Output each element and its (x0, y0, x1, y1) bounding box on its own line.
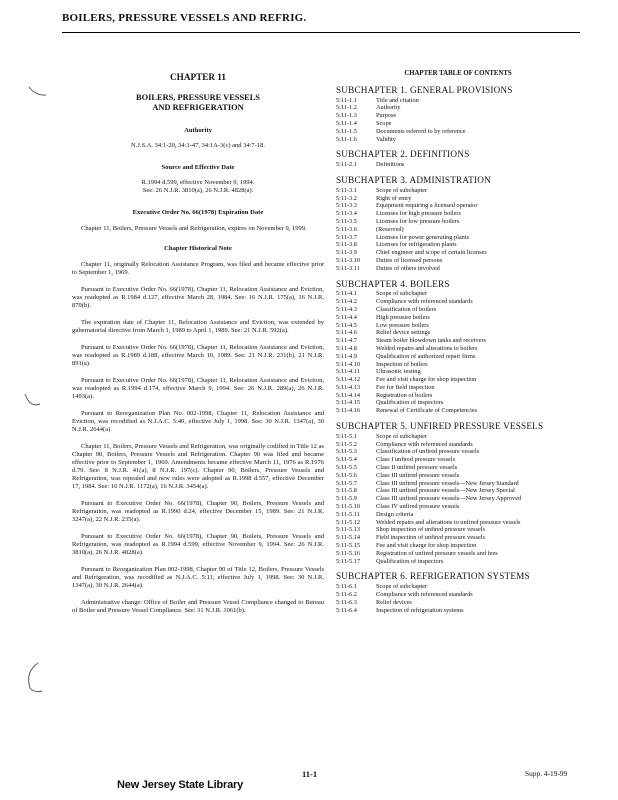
scan-mark-icon (26, 82, 50, 104)
subchapter-title: SUBCHAPTER 2. DEFINITIONS (336, 149, 470, 160)
history-paragraph: Pursuant to Executive Order No. 66(1978), Chapter 11, Relocation Assistance and Eviction, was readopted as R.1994 d.174, effective March 9, 1994. See: 26 N.J.R. 289(a), 26 N.J.R. 1493(a). (72, 377, 324, 400)
toc-entry (336, 329, 580, 337)
section-title: Compliance with referenced standards (376, 440, 473, 448)
toc-entry (336, 136, 580, 144)
section-title: Class III unfired pressure vessels—New Jersey Standard (376, 479, 519, 487)
section-number: 5:11-3.2 (336, 194, 357, 202)
toc-entry (336, 226, 580, 234)
toc-entry (336, 495, 580, 503)
toc-entry (336, 607, 580, 615)
source-heading: Source and Effective Date (161, 164, 235, 171)
chapter-name: BOILERS, PRESSURE VESSELS AND REFRIGERATION (136, 93, 260, 112)
section-number: 5:11-5.17 (336, 557, 361, 565)
section-title: Class III unfired pressure vessels (376, 471, 460, 479)
toc-entry (336, 526, 580, 534)
toc-entry (336, 314, 580, 322)
section-number: 5:11-3.11 (336, 264, 360, 272)
header-rule (62, 32, 580, 33)
toc-entry (336, 511, 580, 519)
toc-entry (336, 337, 580, 345)
section-number: 5:11-5.1 (336, 432, 357, 440)
section-title: Class II unfired pressure vessels (376, 464, 458, 472)
running-header: BOILERS, PRESSURE VESSELS AND REFRIG. (62, 12, 307, 24)
toc-entry (336, 384, 580, 392)
section-title: Steam boiler blowdown tanks and receivers (376, 337, 486, 345)
toc-entry (336, 368, 580, 376)
toc-entry (336, 322, 580, 330)
section-title: High pressure boilers (376, 313, 430, 321)
expiration-heading: Executive Order No. 66(1978) Expiration Date (132, 209, 264, 216)
toc-entry (336, 441, 580, 449)
chapter-front-matter (72, 66, 324, 624)
subchapter-title: SUBCHAPTER 5. UNFIRED PRESSURE VESSELS (336, 421, 544, 432)
section-title: Fee and visit charge for shop inspection (376, 542, 477, 550)
toc-entry (336, 599, 580, 607)
scan-mark-icon (22, 390, 44, 416)
section-number: 5:11-5.14 (336, 534, 361, 542)
toc-entry (336, 234, 580, 242)
toc-entry (336, 399, 580, 407)
subchapter-title: SUBCHAPTER 4. BOILERS (336, 278, 450, 289)
section-title: Relief devices (376, 598, 412, 606)
toc-entry (336, 345, 580, 353)
toc-entry (336, 265, 580, 273)
section-number: 5:11-1.2 (336, 104, 357, 112)
section-number: 5:11-4.11 (336, 368, 360, 376)
scan-mark-icon (22, 660, 46, 696)
toc-entry (336, 161, 580, 169)
section-number: 5:11-4.15 (336, 399, 361, 407)
section-number: 5:11-4.1 (336, 290, 357, 298)
subchapter-title: SUBCHAPTER 1. GENERAL PROVISIONS (336, 84, 513, 95)
toc-list (336, 84, 580, 615)
section-number: 5:11-5.6 (336, 471, 357, 479)
toc-entry (336, 464, 580, 472)
section-number: 5:11-4.6 (336, 329, 357, 337)
toc-entry (336, 306, 580, 314)
section-title: Relief device settings (376, 329, 431, 337)
section-title: Purpose (376, 112, 397, 120)
section-title: Authority (376, 104, 401, 112)
section-title: Scope of subchapter (376, 290, 428, 298)
section-number: 5:11-1.3 (336, 112, 357, 120)
section-title: Qualification of authorized repair firms (376, 352, 476, 360)
toc-entry (336, 376, 580, 384)
section-title: Inspection of boilers (376, 360, 428, 368)
toc-entry (336, 257, 580, 265)
toc-entry (336, 392, 580, 400)
section-number: 5:11-3.3 (336, 202, 357, 210)
section-title: Licenses for low pressure boilers (376, 217, 460, 225)
authority-heading: Authority (184, 127, 212, 134)
section-title: Scope (376, 119, 392, 127)
section-title: Ultrasonic testing (376, 368, 421, 376)
section-number: 5:11-5.11 (336, 510, 360, 518)
section-number: 5:11-3.5 (336, 217, 357, 225)
section-title: Qualification of inspectors (376, 557, 444, 565)
section-title: Equipment requiring a licensed operator (376, 202, 478, 210)
section-number: 5:11-4.12 (336, 376, 361, 384)
section-title: Renewal of Certificate of Competencies (376, 407, 478, 415)
section-title: Compliance with referenced standards (376, 298, 473, 306)
history-paragraph: Chapter 11, Boilers, Pressure Vessels and Refrigeration, was originally codified in Title 12 as Chapter 90, Boilers, Pressure Vessels and Refrigeration. Chapter 90 was filed and became effective prior to September 1, 1969. Amendments became effective March 11, 1976 as R.1976 d.79. See: 8 N.J.R. 41(a), 8 N.J.R. 197(c). Chapter 90, Boilers, Pressure Vessels and Refrigeration, was repealed and new rules were adopted as R.1998 d.557, effective December 17, 1984. See: 16 N.J.R. 1172(a), 16 N.J.R. 3454(a). (72, 443, 324, 490)
toc-entry (336, 210, 580, 218)
section-number: 5:11-4.4 (336, 313, 357, 321)
section-number: 5:11-4.7 (336, 337, 357, 345)
section-number: 5:11-6.3 (336, 598, 357, 606)
toc-title: CHAPTER TABLE OF CONTENTS (404, 70, 512, 77)
section-number: 5:11-1.5 (336, 127, 357, 135)
section-number: 5:11-5.3 (336, 448, 357, 456)
section-title: Title and citation (376, 96, 419, 104)
toc-entry (336, 112, 580, 120)
toc-entry (336, 448, 580, 456)
toc-entry (336, 558, 580, 566)
toc-entry (336, 472, 580, 480)
section-title: Licenses for refrigeration plants (376, 241, 457, 249)
toc-entry (336, 456, 580, 464)
section-title: Licenses for power generating plants (376, 233, 470, 241)
section-number: 5:11-6.4 (336, 606, 357, 614)
section-title: Scope of subchapter (376, 583, 428, 591)
history-paragraph: Pursuant to Reorganization Plan 002-1998, Chapter 90 of Title 12, Boilers, Pressure Vessels and Refrigeration, was recodified as N.J.A.C. 5:11, effective July 1, 1998. See: 30 N.J.R. 1347(a), 30 N.J.R. 2644(a). (72, 566, 324, 589)
section-title: Class III unfired pressure vessels—New Jersey Approved (376, 495, 522, 503)
section-title: Class I unfired pressure vessels (376, 456, 456, 464)
section-title: Licenses for high pressure boilers (376, 210, 461, 218)
section-number: 5:11-5.12 (336, 518, 361, 526)
section-number: 5:11-3.10 (336, 256, 361, 264)
source-text: R.1994 d.599, effective November 9, 1994. See: 26 N.J.R. 3810(a), 26 N.J.R. 4828(a). (141, 179, 255, 194)
toc-entry (336, 503, 580, 511)
toc-entry (336, 542, 580, 550)
history-heading: Chapter Historical Note (164, 245, 232, 252)
toc-entry (336, 249, 580, 257)
section-number: 5:11-1.6 (336, 135, 357, 143)
section-title: Classification of unfired pressure vessels (376, 448, 480, 456)
toc-entry (336, 120, 580, 128)
section-number: 5:11-5.16 (336, 549, 361, 557)
section-number: 5:11-4.14 (336, 391, 361, 399)
section-number: 5:11-4.3 (336, 305, 357, 313)
library-stamp: New Jersey State Library (117, 779, 244, 791)
toc-entry (336, 202, 580, 210)
section-number: 5:11-5.15 (336, 542, 361, 550)
section-number: 5:11-4.8 (336, 344, 357, 352)
toc-entry (336, 241, 580, 249)
section-number: 5:11-3.7 (336, 233, 357, 241)
section-title: Qualification of inspectors (376, 399, 444, 407)
section-number: 5:11-2.1 (336, 161, 357, 169)
section-title: Documents referred to by reference (376, 127, 466, 135)
toc-entry (336, 290, 580, 298)
section-number: 5:11-5.8 (336, 487, 357, 495)
section-title: Definitions (376, 161, 405, 169)
history-paragraph: Pursuant to Executive Order No. 66(1978), Chapter 90, Boilers, Pressure Vessels and Refrigeration, was readopted as R.1990 d.24, effective December 15, 1989. See: 21 N.J.R. 3247(a), 22 N.J.R. 235(a). (72, 500, 324, 523)
section-title: Chief engineer and scope of certain licenses (376, 249, 487, 257)
section-number: 5:11-5.2 (336, 440, 357, 448)
history-paragraph: Pursuant to Executive Order No. 66(1978), Chapter 11, Relocation Assistance and Eviction, was readopted as R.1989 d.188, effective March 10, 1989. See: 21 N.J.R. 231(b), 21 N.J.R. 891(a). (72, 344, 324, 367)
page-number: 11-1 (302, 769, 318, 779)
section-title: Classification of boilers (376, 305, 437, 313)
section-title: Class IV unfired pressure vessels (376, 503, 460, 511)
subchapter-title: SUBCHAPTER 6. REFRIGERATION SYSTEMS (336, 571, 530, 582)
section-title: Fee and visit charge for shop inspection (376, 376, 477, 384)
supplement-date: Supp. 4-19-99 (525, 769, 568, 778)
section-title: Class III unfired pressure vessels—New Jersey Special (376, 487, 515, 495)
toc-entry (336, 361, 580, 369)
toc-entry (336, 487, 580, 495)
section-title: Scope of subchapter (376, 432, 428, 440)
history-paragraph: The expiration date of Chapter 11, Relocation Assistance and Eviction, was extended by gubernatorial directive from March 1, 1989 to April 1, 1989. See: 21 N.J.R. 592(a). (72, 319, 324, 334)
section-title: (Reserved) (376, 225, 404, 233)
toc-entry (336, 187, 580, 195)
section-title: Welded repairs and alterations to boilers (376, 344, 478, 352)
toc-entry (336, 128, 580, 136)
toc-entry (336, 353, 580, 361)
expiration-text: Chapter 11, Boilers, Pressure Vessels and Refrigeration, expires on November 9, 1999. (81, 225, 307, 232)
subchapter-title: SUBCHAPTER 3. ADMINISTRATION (336, 174, 491, 185)
toc-entry (336, 407, 580, 415)
section-title: Right of entry (376, 194, 412, 202)
section-title: Scope of subchapter (376, 186, 428, 194)
section-number: 5:11-5.10 (336, 503, 361, 511)
toc-entry (336, 104, 580, 112)
toc-entry (336, 433, 580, 441)
toc-entry (336, 550, 580, 558)
chapter-title: CHAPTER 11 (170, 72, 226, 82)
history-paragraph: Administrative change: Office of Boiler and Pressure Vessel Compliance changed to Bureau of Boiler and Pressure Vessel Compliance. See: 31 N.J.R. 1061(b). (72, 599, 324, 614)
history-paragraph: Pursuant to Executive Order No. 66(1978), Chapter 90, Boilers, Pressure Vessels and Refrigeration, was readopted as R.1994 d.599, effective November 9, 1994. See: 26 N.J.R. 3810(a), 26 N.J.R. 4828(a). (72, 533, 324, 556)
section-title: Duties of others involved (376, 264, 440, 272)
section-title: Validity (376, 135, 396, 143)
section-title: Inspection of refrigeration systems (376, 606, 464, 614)
section-number: 5:11-1.4 (336, 119, 357, 127)
section-number: 5:11-3.4 (336, 210, 357, 218)
history-paragraph: Chapter 11, originally Relocation Assistance Program, was filed and became effective prior to September 1, 1969. (72, 261, 324, 276)
section-title: Fee for field inspection (376, 383, 435, 391)
section-number: 5:11-5.9 (336, 495, 357, 503)
section-title: Low pressure boilers (376, 321, 429, 329)
section-number: 5:11-4.13 (336, 383, 361, 391)
toc-entry (336, 218, 580, 226)
section-number: 5:11-5.7 (336, 479, 357, 487)
section-number: 5:11-3.8 (336, 241, 357, 249)
section-number: 5:11-6.1 (336, 583, 357, 591)
section-number: 5:11-1.1 (336, 96, 357, 104)
section-number: 5:11-4.2 (336, 298, 357, 306)
toc-entry (336, 519, 580, 527)
toc-entry (336, 583, 580, 591)
section-number: 5:11-4.10 (336, 360, 361, 368)
history-notes (72, 261, 324, 615)
toc-entry (336, 97, 580, 105)
section-number: 5:11-4.9 (336, 352, 357, 360)
history-paragraph: Pursuant to Executive Order No. 66(1978), Chapter 11, Relocation Assistance and Eviction, was readopted as R.1984 d.127, effective March 28, 1984. See: 16 N.J.R. 175(a), 16 N.J.R. 870(b). (72, 286, 324, 309)
section-number: 5:11-6.2 (336, 591, 357, 599)
section-title: Duties of licensed persons (376, 256, 443, 264)
section-title: Registration of unfired pressure vessels and fees (376, 549, 498, 557)
section-number: 5:11-5.5 (336, 464, 357, 472)
section-title: Field inspection of unfired pressure vessels (376, 534, 485, 542)
section-number: 5:11-3.1 (336, 186, 357, 194)
section-number: 5:11-3.9 (336, 249, 357, 257)
section-number: 5:11-4.16 (336, 407, 361, 415)
section-number: 5:11-5.13 (336, 526, 361, 534)
toc-entry (336, 480, 580, 488)
history-paragraph: Pursuant to Reorganization Plan No. 002-1998, Chapter 11, Relocation Assistance and Eviction, was recodified as N.J.A.C. 5:40, effective July 1, 1998. See: 30 N.J.R. 1347(a), 30 N.J.R. 2644(a). (72, 410, 324, 433)
authority-text: N.J.S.A. 34:1-20, 34:1-47, 34:1A-3(c) and 34:7-18. (131, 142, 265, 149)
toc-entry (336, 298, 580, 306)
section-title: Design criteria (376, 510, 414, 518)
section-title: Welded repairs and alterations to unfired pressure vessels (376, 518, 521, 526)
section-number: 5:11-4.5 (336, 321, 357, 329)
section-number: 5:11-5.4 (336, 456, 357, 464)
section-title: Compliance with referenced standards (376, 591, 473, 599)
chapter-table-of-contents (336, 66, 580, 614)
toc-entry (336, 534, 580, 542)
toc-entry (336, 591, 580, 599)
section-title: Registration of boilers (376, 391, 433, 399)
section-title: Shop inspection of unfired pressure vessels (376, 526, 485, 534)
toc-entry (336, 195, 580, 203)
section-number: 5:11-3.6 (336, 225, 357, 233)
